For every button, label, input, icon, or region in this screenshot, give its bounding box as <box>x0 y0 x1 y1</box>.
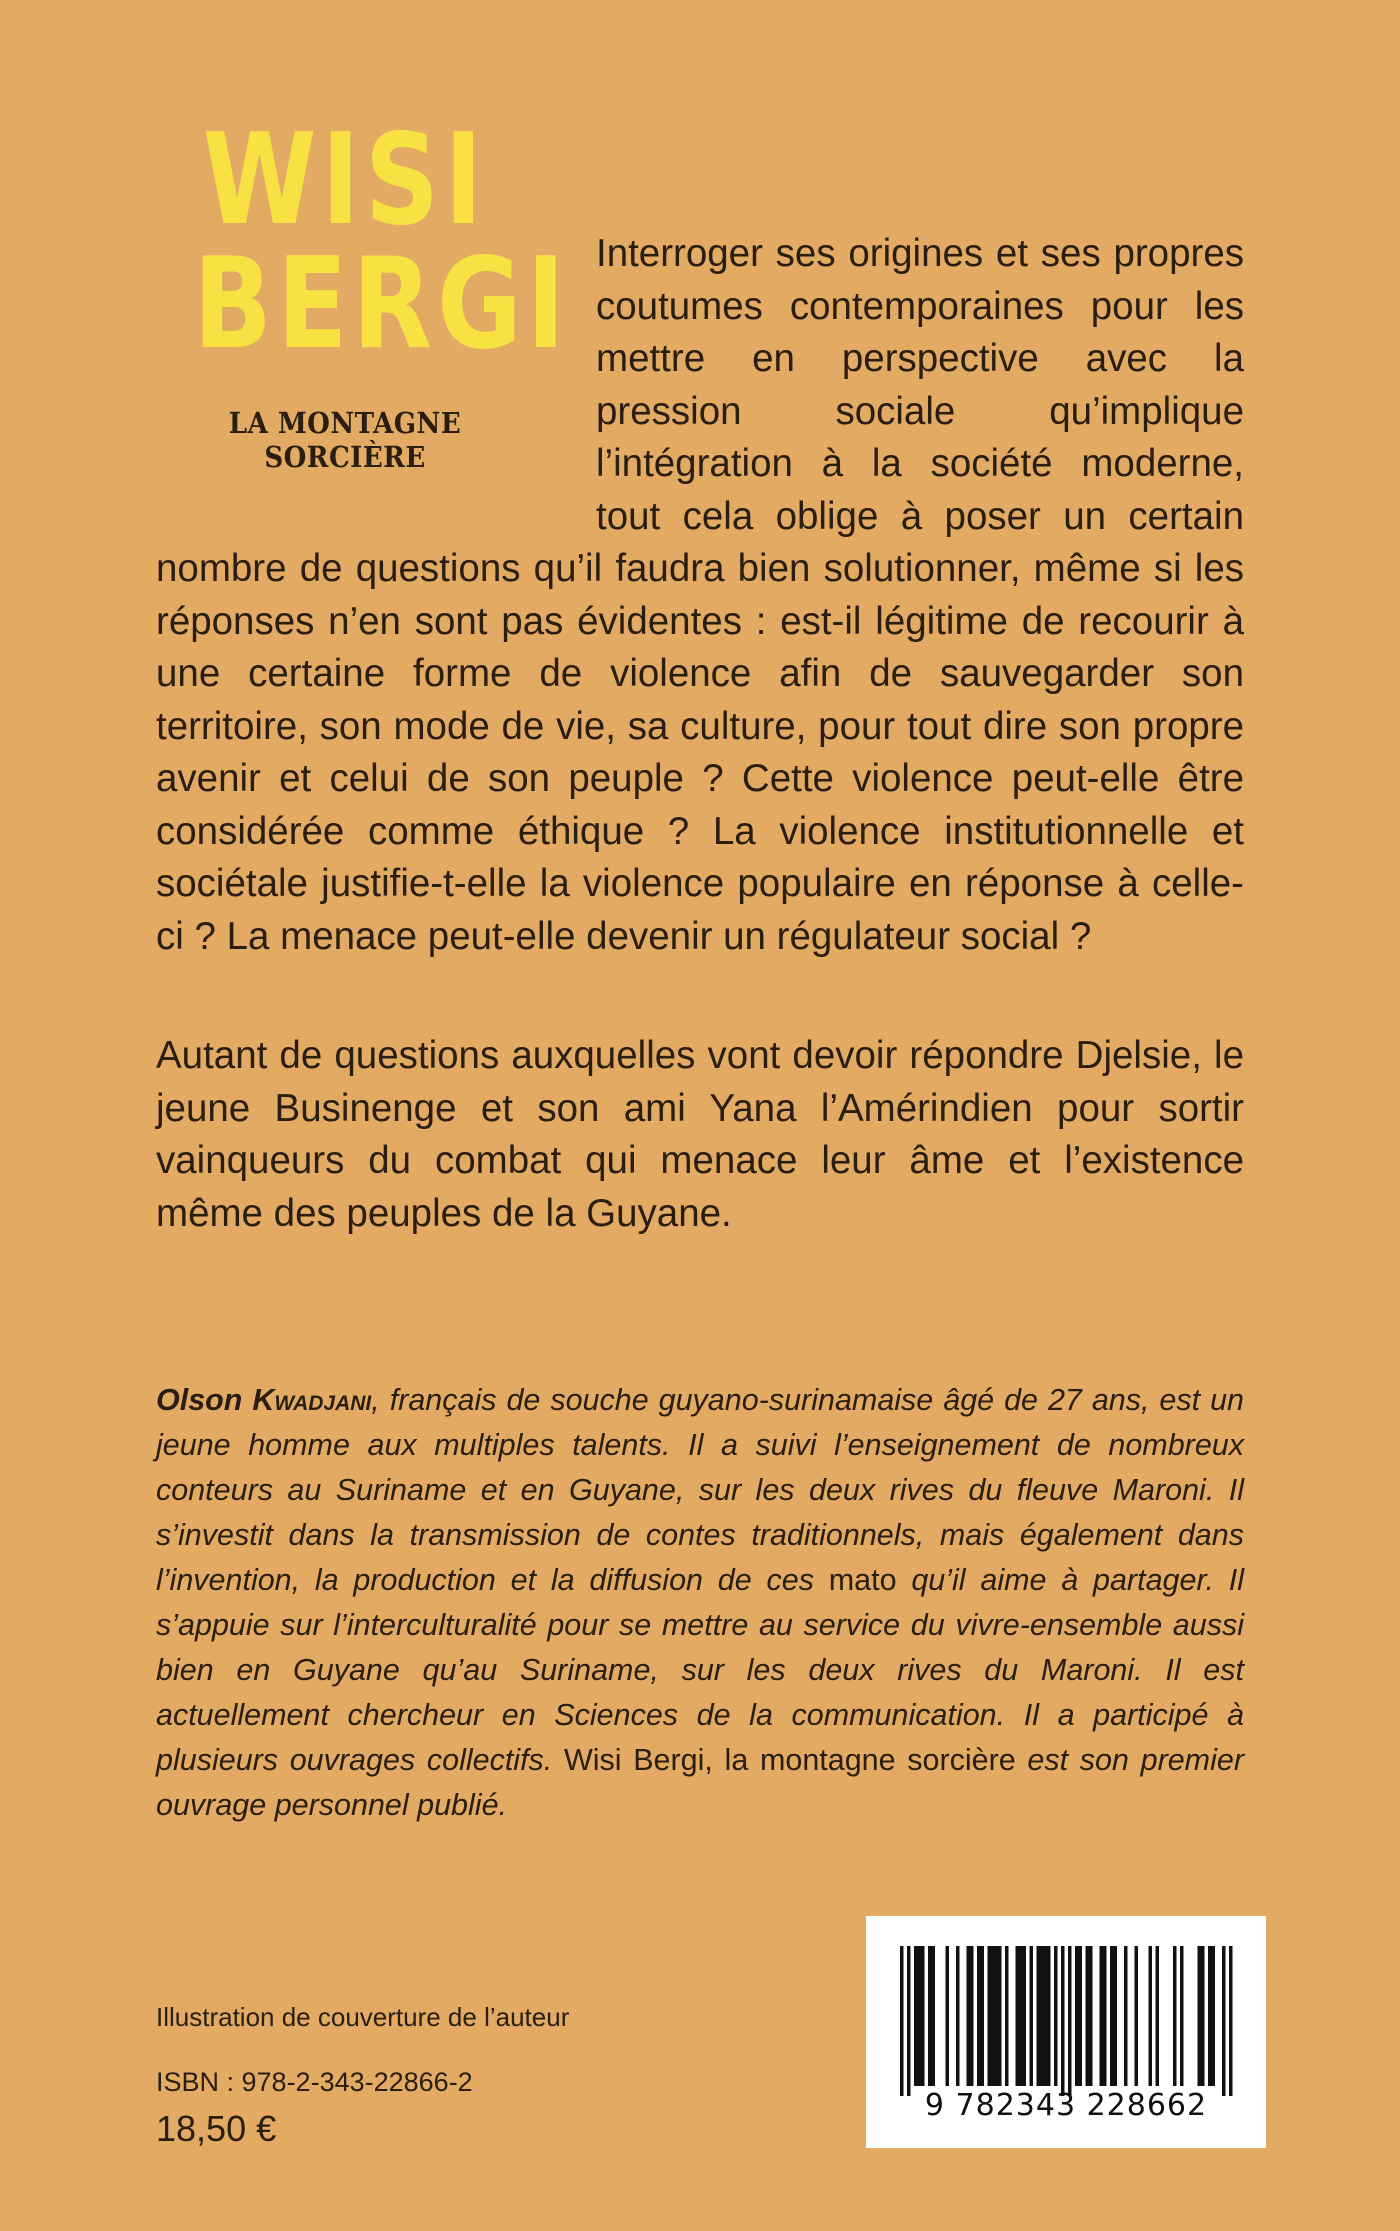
bio-mato-word: mato <box>828 1563 897 1597</box>
barcode-bar <box>946 1946 950 2086</box>
barcode-bar <box>914 1946 925 2086</box>
bio-book-title: Wisi Bergi, la montagne sorcière <box>563 1743 1016 1777</box>
bio-text-1: , français de souche guyano-surinamaise âgé de 27 ans, est un jeune homme aux multiples talents. Il a suivi l’enseignement de nombreux conteurs au Suriname et en Guyane, sur les deux rives du fleuve Maroni. Il s’investit dans la transmission de contes traditionnels, mais également dans l’invention, la production et la diffusion de ces <box>156 1383 1244 1597</box>
barcode-box <box>866 1916 1266 2148</box>
barcode-bar <box>1110 1946 1117 2086</box>
barcode-bar <box>907 1946 911 2096</box>
blurb-paragraph-1-text: Interroger ses origines et ses propres coutumes contemporaines pour les mettre en perspective avec la pression sociale qu’implique l’intégration à la société moderne, tout cela oblige à poser un certain nombre de questions qu’il faudra bien solutionner, même si les réponses n’en sont pas évidentes : est-il légitime de recourir à une certaine forme de violence afin de sauvegarder son territoire, son mode de vie, sa culture, pour tout dire son propre avenir et celui de son peuple ? Cette violence peut-elle être considérée comme éthique ? La violence institutionnelle et sociétale justifie-t-elle la violence populaire en réponse à celle-ci ? La menace peut-elle devenir un régulateur social ? <box>156 232 1244 958</box>
barcode-bar <box>928 1946 935 2086</box>
isbn-text: ISBN : 978-2-343-22866-2 <box>156 2067 473 2097</box>
bio-text-2: qu’il aime à partager. Il s’appuie sur l’interculturalité pour se mettre au service du vivre-ensemble aussi bien en Guyane qu’au Suriname, sur les deux rives du Maroni. Il est actuellement chercheur en Sciences de la communication. Il a participé à plusieurs ouvrages collectifs. <box>156 1563 1244 1777</box>
barcode-bar <box>1135 1946 1139 2086</box>
barcode-bar <box>1156 1946 1160 2086</box>
author-last-name: Kwadjani <box>252 1383 372 1417</box>
barcode-bar <box>1149 1946 1153 2086</box>
barcode-bar <box>956 1946 960 2086</box>
barcode-bar <box>1198 1946 1205 2086</box>
author-bio <box>156 1378 1244 1828</box>
barcode-bar <box>1068 1946 1072 2096</box>
barcode-bar <box>1037 1946 1051 2086</box>
title-line-1: WISI <box>202 106 488 253</box>
barcode-bar <box>1124 1946 1128 2086</box>
barcode-bar <box>1016 1946 1027 2086</box>
title-wrap-spacer <box>156 228 596 528</box>
illustration-credit: Illustration de couverture de l’auteur <box>156 2002 570 2032</box>
author-first-name: Olson <box>156 1383 243 1417</box>
barcode-bar <box>900 1946 904 2096</box>
barcode-bar <box>1075 1946 1082 2086</box>
barcode-bar <box>1222 1946 1226 2096</box>
barcode-bar <box>1030 1946 1034 2086</box>
barcode-bar <box>1229 1946 1233 2096</box>
barcode-bar <box>1208 1946 1215 2086</box>
blurb-paragraph-2: Autant de questions auxquelles vont devoir répondre Djelsie, le jeune Businenge et son ami Yana l’Amérindien pour sortir vainqueurs du combat qui menace leur âme et l’existence même des peuples de la Guyane. <box>156 1034 1244 1235</box>
barcode-bar <box>967 1946 974 2086</box>
price-text: 18,50 € <box>156 2108 277 2149</box>
barcode-bar <box>1005 1946 1009 2086</box>
barcode-bar <box>1054 1946 1058 2086</box>
barcode-bar <box>1086 1946 1093 2086</box>
barcode-bar <box>1100 1946 1107 2086</box>
barcode-bar <box>977 1946 984 2086</box>
barcode-digits: 9 782343 228662 <box>924 2088 1208 2123</box>
barcode-bar <box>988 1946 1002 2086</box>
blurb-paragraph-1 <box>156 228 1244 963</box>
barcode-bar <box>1180 1946 1184 2086</box>
subtitle: LA MONTAGNE SORCIÈRE <box>228 406 462 474</box>
barcode-bar <box>1173 1946 1177 2086</box>
bio-text-3: est son premier ouvrage personnel publié. <box>156 1743 1244 1822</box>
barcode-bar <box>1061 1946 1065 2096</box>
title-line-2: BERGI <box>193 230 571 377</box>
